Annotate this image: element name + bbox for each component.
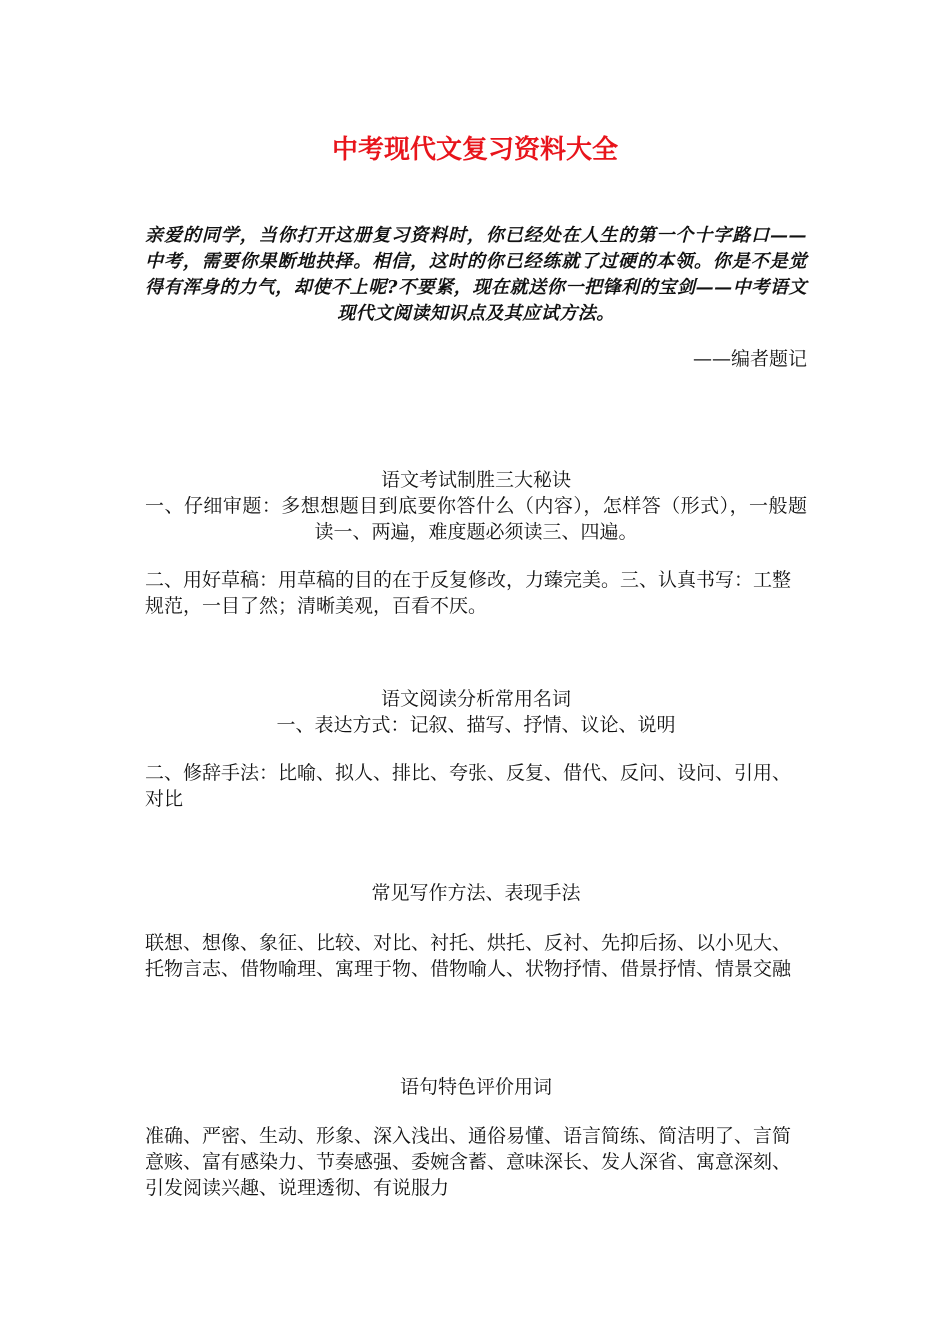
section-heading-sentence-evaluation: 语句特色评价用词 xyxy=(399,1076,552,1098)
exam-secret-paragraph-2: 二、用好草稿：用草稿的目的在于反复修改，力臻完美。三、认真书写：工整规范，一目了然；清晰美观，百看不厌。 xyxy=(145,569,792,617)
writing-methods-paragraph: 联想、想像、象征、比较、对比、衬托、烘托、反衬、先抑后扬、以小见大、托物言志、借物喻理、寓理于物、借物喻人、状物抒情、借景抒情、情景交融 xyxy=(145,932,792,980)
preface-paragraph: 亲爱的同学，当你打开这册复习资料时，你已经处在人生的第一个十字路口——中考，需要你果断地抉择。相信，这时的你已经练就了过硬的本领。你是不是觉得有浑身的力气，却使不上呢?不要紧，现在就送你一把锋利的宝剑——中考语文现代文阅读知识点及其应试方法。 xyxy=(145,225,807,324)
reading-terms-paragraph-2: 二、修辞手法：比喻、拟人、排比、夸张、反复、借代、反问、设问、引用、对比 xyxy=(145,762,792,810)
reading-terms-paragraph-1: 一、表达方式：记叙、描写、抒情、议论、说明 xyxy=(276,714,676,736)
sentence-evaluation-paragraph: 准确、严密、生动、形象、深入浅出、通俗易懂、语言简练、简洁明了、言简意赅、富有感染力、节奏感强、委婉含蓄、意味深长、发人深省、寓意深刻、引发阅读兴趣、说理透彻、有说服力 xyxy=(145,1125,792,1199)
preface-signature: ——编者题记 xyxy=(692,348,807,370)
exam-secret-paragraph-1: 一、仔细审题：多想想题目到底要你答什么（内容），怎样答（形式），一般题读一、两遍，难度题必须读三、四遍。 xyxy=(145,495,807,543)
section-heading-exam-secrets: 语文考试制胜三大秘诀 xyxy=(380,469,571,491)
section-heading-writing-methods: 常见写作方法、表现手法 xyxy=(371,882,581,904)
section-heading-reading-terms: 语文阅读分析常用名词 xyxy=(380,688,571,710)
document-title: 中考现代文复习资料大全 xyxy=(331,135,618,165)
